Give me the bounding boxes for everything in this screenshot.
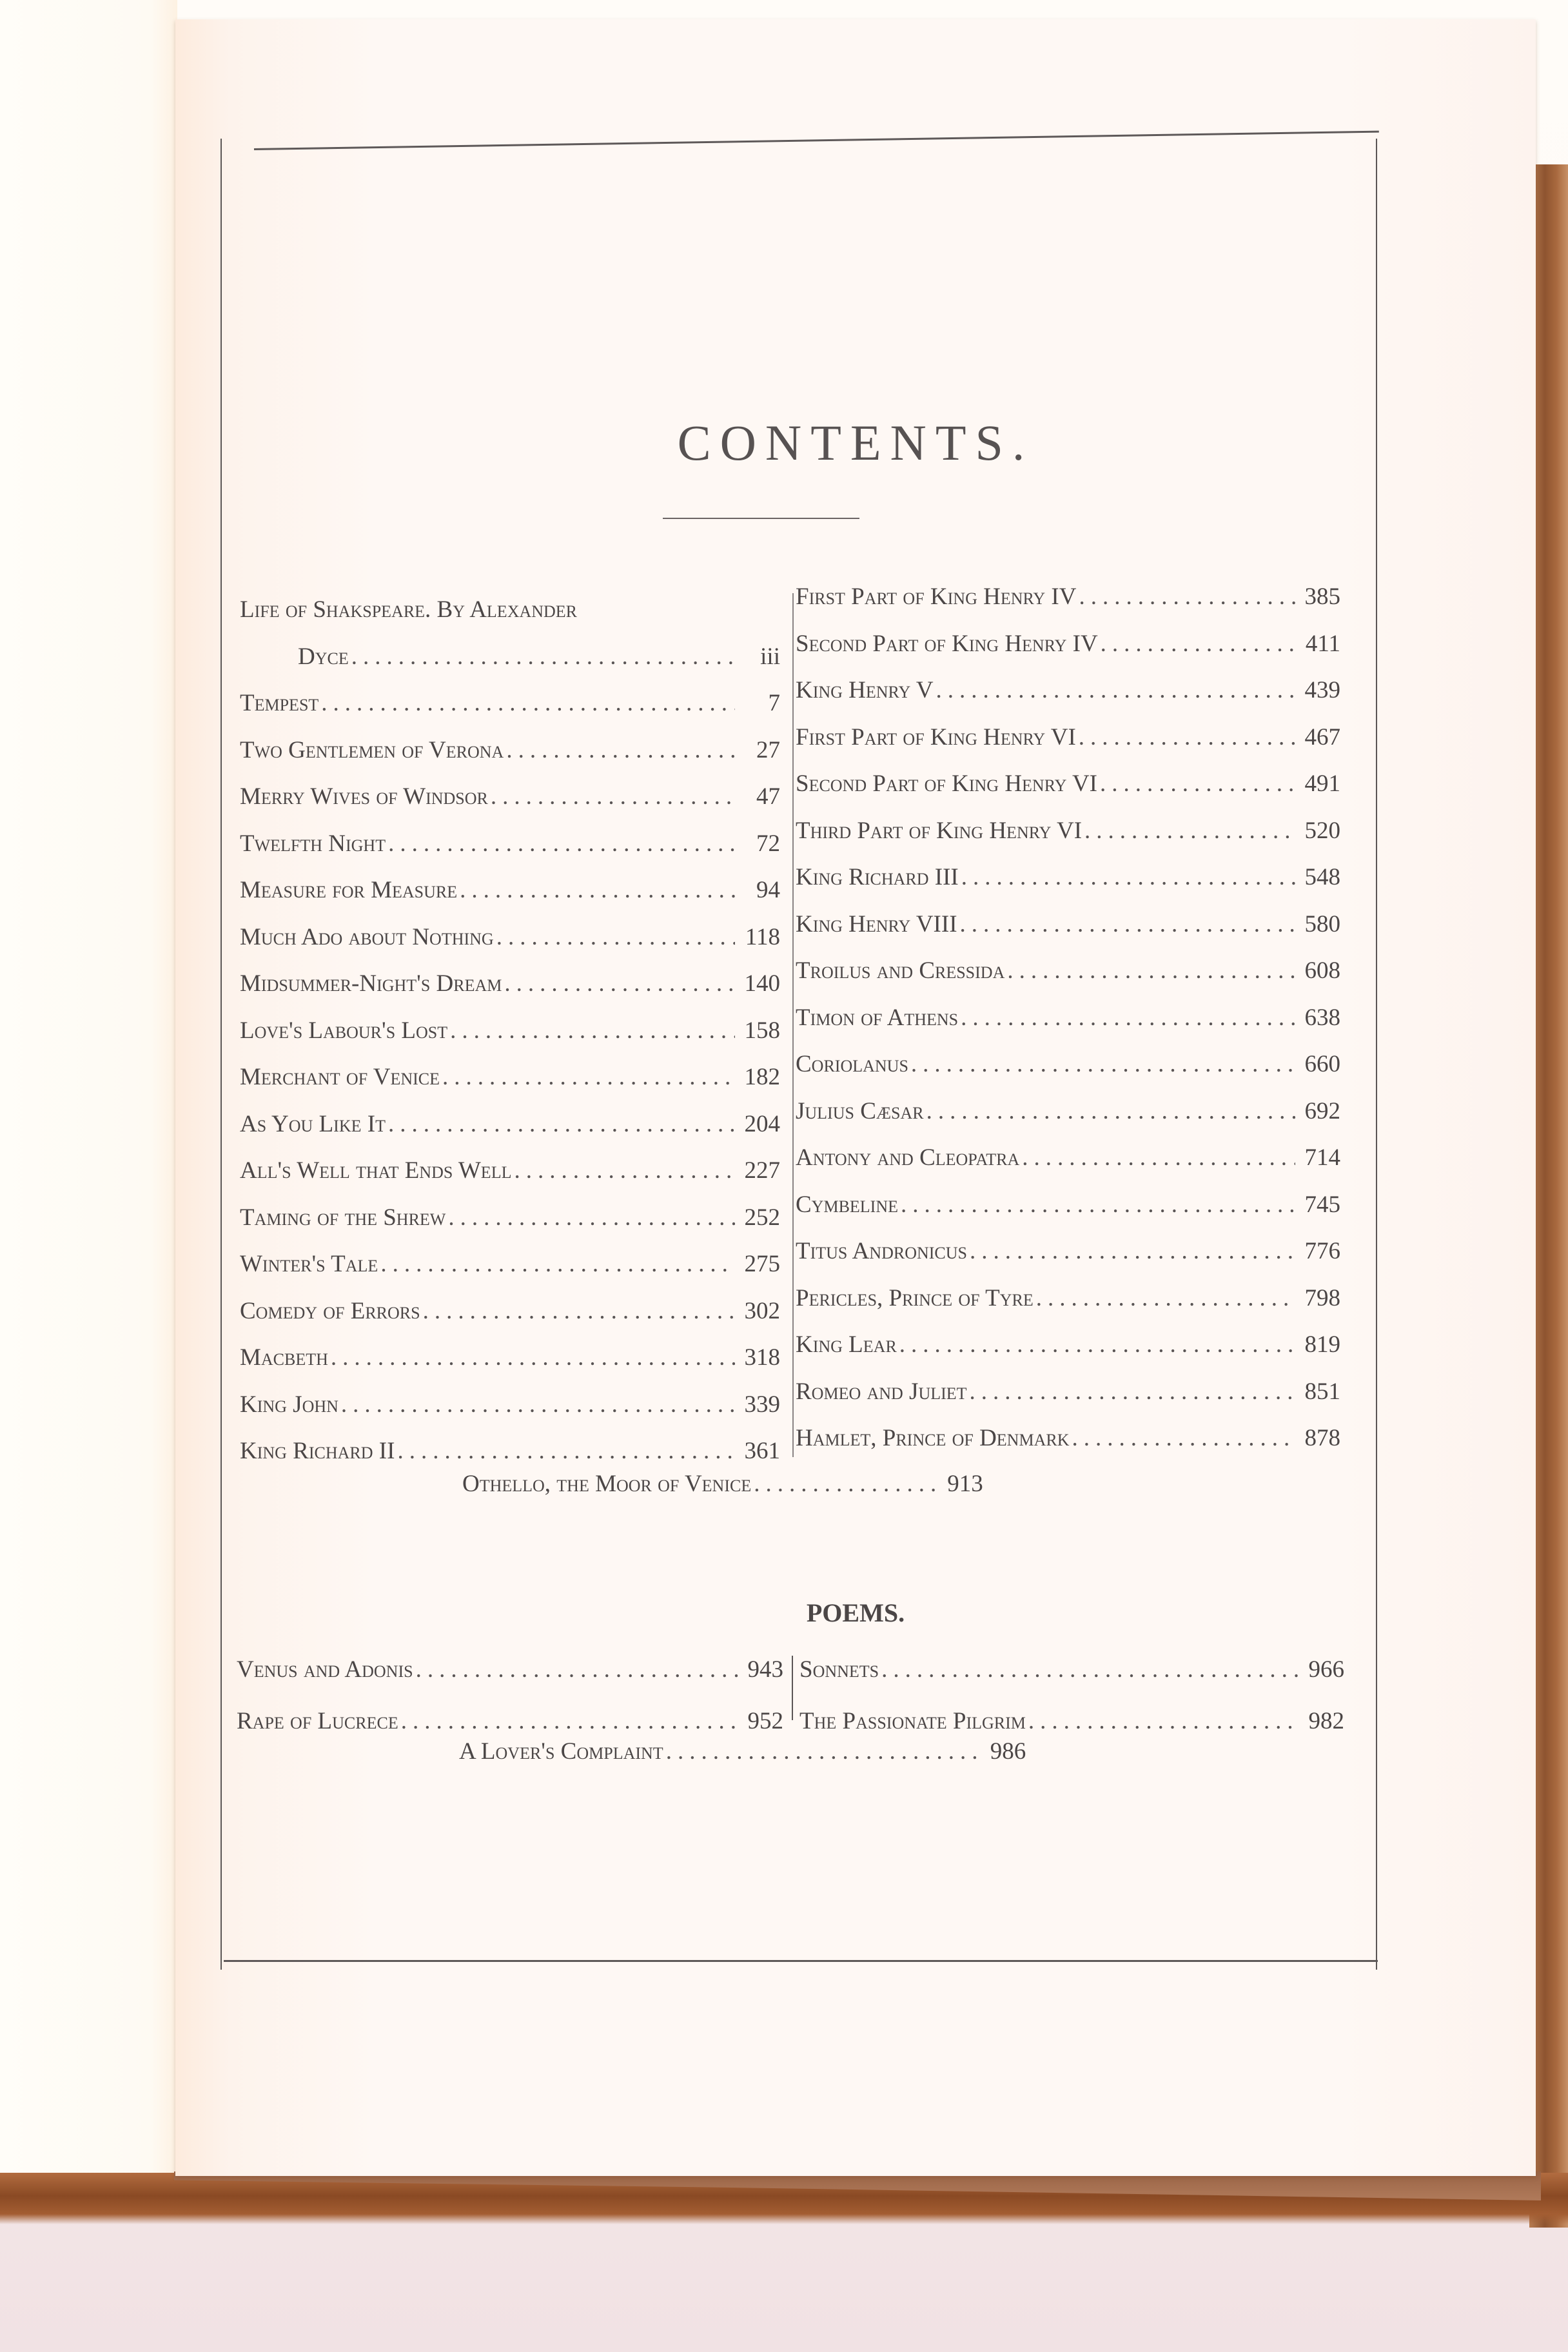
entry-title: Measure for Measure [240, 877, 458, 903]
entry-title: Life of Shakspeare. By Alexander [240, 596, 578, 623]
dot-leader [666, 1738, 979, 1765]
dot-leader [416, 1644, 738, 1696]
title-underline-rule [663, 518, 859, 519]
entry-title: Rape of Lucrece [237, 1708, 398, 1734]
entry-page-number: 878 [1304, 1425, 1340, 1451]
entry-title: A Lover's Complaint [459, 1738, 663, 1765]
toc-entry[interactable] [796, 574, 1340, 621]
entry-page-number: 943 [747, 1656, 783, 1683]
poems-section-heading: POEMS. [806, 1598, 905, 1628]
entry-page-number: 204 [744, 1110, 780, 1137]
toc-entry[interactable] [240, 1054, 780, 1101]
entry-title: King Lear [796, 1331, 897, 1358]
toc-entry[interactable] [240, 1008, 780, 1055]
entry-title: Twelfth Night [240, 830, 386, 857]
toc-entry[interactable] [240, 1241, 780, 1288]
entry-title: Love's Labour's Lost [240, 1017, 448, 1044]
dot-leader [1084, 808, 1295, 855]
entry-page-number: 47 [756, 783, 780, 810]
poems-right-column [799, 1644, 1344, 1747]
toc-entry[interactable] [796, 1182, 1340, 1229]
dot-leader [1101, 621, 1295, 668]
dot-leader [514, 1148, 735, 1195]
entry-page-number: 660 [1304, 1051, 1340, 1077]
entry-title: Second Part of King Henry IV [796, 630, 1098, 657]
entry-page-number: 252 [744, 1204, 780, 1231]
toc-entry[interactable] [240, 867, 780, 914]
dot-leader [388, 821, 735, 868]
entry-page-number: 580 [1304, 910, 1340, 937]
entry-page-number: 819 [1304, 1331, 1340, 1358]
toc-entry[interactable] [240, 587, 780, 634]
entry-page-number: 520 [1304, 817, 1340, 844]
page-content [175, 19, 1536, 2176]
entry-page-number: 692 [1304, 1097, 1340, 1124]
dot-leader [970, 1228, 1295, 1275]
entry-title: Merchant of Venice [240, 1064, 440, 1090]
entry-page-number: 491 [1304, 770, 1340, 797]
dot-leader [936, 667, 1295, 714]
toc-entry[interactable] [240, 1101, 780, 1148]
dot-leader [448, 1195, 735, 1242]
entry-title: King Richard III [796, 864, 959, 890]
toc-entry[interactable] [796, 1088, 1340, 1135]
toc-entry[interactable] [237, 1644, 783, 1696]
entry-title: Sonnets [799, 1656, 879, 1683]
entry-title: Troilus and Cressida [796, 957, 1005, 984]
entry-page-number: 798 [1304, 1284, 1340, 1311]
entry-title: Antony and Cleopatra [796, 1144, 1020, 1171]
toc-entry[interactable] [796, 1415, 1340, 1462]
entry-page-number: 339 [744, 1391, 780, 1418]
entry-title: As You Like It [240, 1110, 386, 1137]
dot-leader [442, 1054, 735, 1101]
entry-title: King John [240, 1391, 338, 1418]
toc-entry[interactable] [240, 1382, 780, 1429]
toc-entry-othello[interactable] [462, 1470, 1133, 1498]
toc-entry[interactable] [799, 1644, 1344, 1696]
dot-leader [926, 1088, 1295, 1135]
dot-leader [911, 1041, 1295, 1088]
plays-right-column [796, 574, 1340, 1462]
entry-title: Winter's Tale [240, 1251, 378, 1277]
dot-leader [397, 1428, 735, 1475]
entry-page-number: 318 [744, 1344, 780, 1371]
entry-title: Merry Wives of Windsor [240, 783, 488, 810]
dot-leader [1072, 1415, 1295, 1462]
toc-entry[interactable] [796, 995, 1340, 1042]
toc-entry[interactable] [240, 774, 780, 821]
entry-page-number: 227 [744, 1157, 780, 1184]
entry-title: Comedy of Errors [240, 1297, 420, 1324]
dot-leader [460, 867, 735, 914]
poems-left-column [237, 1644, 783, 1747]
dot-leader [899, 1322, 1295, 1369]
entry-page-number: 608 [1304, 957, 1340, 984]
entry-page-number: 986 [990, 1738, 1026, 1765]
entry-title: King Richard II [240, 1438, 395, 1464]
dot-leader [331, 1335, 735, 1382]
plays-left-column [240, 587, 780, 1475]
toc-entry[interactable] [796, 948, 1340, 995]
dot-leader [1007, 948, 1295, 995]
entry-title: Taming of the Shrew [240, 1204, 446, 1231]
entry-title: Second Part of King Henry VI [796, 770, 1097, 797]
dot-leader [1100, 761, 1295, 808]
dot-leader [388, 1101, 735, 1148]
entry-page-number: 94 [756, 877, 780, 903]
entry-title: Julius Cæsar [796, 1097, 924, 1124]
entry-title: Titus Andronicus [796, 1238, 967, 1264]
entry-title: Hamlet, Prince of Denmark [796, 1425, 1070, 1451]
dot-leader [506, 727, 735, 774]
toc-entry[interactable] [796, 808, 1340, 855]
entry-page-number: 411 [1305, 630, 1340, 657]
column-divider-rule [792, 593, 794, 1457]
toc-entry[interactable] [796, 1275, 1340, 1322]
entry-page-number: 158 [744, 1017, 780, 1044]
entry-page-number: 7 [768, 690, 780, 716]
dot-leader [423, 1288, 735, 1335]
entry-title: Pericles, Prince of Tyre [796, 1284, 1034, 1311]
toc-entry-lovers-complaint[interactable] [459, 1738, 1104, 1765]
entry-title: All's Well that Ends Well [240, 1157, 512, 1184]
dot-leader [1079, 714, 1295, 761]
toc-entry[interactable] [240, 1195, 780, 1242]
toc-entry[interactable] [240, 1335, 780, 1382]
entry-title: Othello, the Moor of Venice [462, 1471, 752, 1497]
entry-title: First Part of King Henry VI [796, 723, 1076, 750]
entry-page-number: 638 [1304, 1004, 1340, 1031]
entry-title: Timon of Athens [796, 1004, 959, 1031]
entry-title: Romeo and Juliet [796, 1378, 967, 1405]
entry-page-number: 182 [744, 1064, 780, 1090]
entry-page-number: 385 [1304, 583, 1340, 610]
toc-entry[interactable] [240, 1148, 780, 1195]
entry-page-number: 140 [744, 970, 780, 997]
toc-entry[interactable] [240, 1428, 780, 1475]
dot-leader [961, 854, 1295, 901]
entry-title: Midsummer-Night's Dream [240, 970, 502, 997]
toc-entry[interactable] [796, 901, 1340, 948]
entry-page-number: 966 [1308, 1656, 1344, 1683]
toc-entry[interactable] [240, 914, 780, 961]
toc-entry[interactable] [240, 727, 780, 774]
toc-entry[interactable] [796, 1322, 1340, 1369]
dot-leader [491, 774, 735, 821]
entry-page-number: 72 [756, 830, 780, 857]
dot-leader [881, 1644, 1299, 1696]
entry-page-number: 439 [1304, 677, 1340, 703]
entry-title: Much Ado about Nothing [240, 923, 494, 950]
entry-title: King Henry V [796, 677, 934, 703]
dot-leader [341, 1382, 735, 1429]
entry-title: Macbeth [240, 1344, 328, 1371]
entry-page-number: 982 [1308, 1708, 1344, 1734]
entry-page-number: 118 [745, 923, 780, 950]
dot-leader [754, 1470, 936, 1498]
dot-leader [961, 995, 1295, 1042]
dot-leader [504, 961, 735, 1008]
entry-page-number: 913 [947, 1471, 983, 1497]
entry-title: Tempest [240, 690, 319, 716]
entry-page-number: 952 [747, 1708, 783, 1734]
dot-leader [351, 634, 735, 681]
poems-column-divider [792, 1656, 793, 1720]
entry-title: The Passionate Pilgrim [799, 1708, 1026, 1734]
toc-entry[interactable] [796, 621, 1340, 668]
toc-entry[interactable] [796, 1228, 1340, 1275]
toc-entry[interactable] [796, 854, 1340, 901]
entry-page-number: 467 [1304, 723, 1340, 750]
toc-entry[interactable] [796, 1369, 1340, 1416]
entry-title: King Henry VIII [796, 910, 957, 937]
facing-page-edge [0, 0, 177, 2186]
toc-entry[interactable] [240, 634, 780, 681]
entry-title: Cymbeline [796, 1191, 898, 1218]
toc-entry[interactable] [240, 821, 780, 868]
entry-page-number: 548 [1304, 864, 1340, 890]
toc-entry[interactable] [240, 961, 780, 1008]
toc-entry[interactable] [240, 1288, 780, 1335]
entry-page-number: 275 [744, 1251, 780, 1277]
entry-title: Coriolanus [796, 1051, 908, 1077]
dot-leader [450, 1008, 735, 1055]
entry-page-number: 714 [1304, 1144, 1340, 1171]
entry-title: Third Part of King Henry VI [796, 817, 1083, 844]
entry-page-number: 27 [756, 736, 780, 763]
entry-page-number: 776 [1304, 1238, 1340, 1264]
entry-title: Dyce [298, 643, 349, 670]
entry-title: First Part of King Henry IV [796, 583, 1077, 610]
dot-leader [380, 1241, 735, 1288]
toc-entry[interactable] [796, 1041, 1340, 1088]
dot-leader [496, 914, 735, 961]
toc-entry[interactable] [796, 1135, 1340, 1182]
entry-page-number: 302 [744, 1297, 780, 1324]
entry-title: Two Gentlemen of Verona [240, 736, 504, 763]
entry-page-number: 361 [744, 1438, 780, 1464]
entry-page-number: 745 [1304, 1191, 1340, 1218]
entry-title: Venus and Adonis [237, 1656, 413, 1683]
dot-leader [1022, 1135, 1295, 1182]
entry-page-number: 851 [1304, 1378, 1340, 1405]
toc-entry[interactable] [796, 667, 1340, 714]
dot-leader [321, 680, 735, 727]
dot-leader [970, 1369, 1295, 1416]
dot-leader [901, 1182, 1295, 1229]
toc-entry[interactable] [240, 680, 780, 727]
dot-leader [960, 901, 1295, 948]
page-title: CONTENTS. [677, 415, 1034, 471]
toc-entry[interactable] [796, 714, 1340, 761]
dot-leader [1079, 574, 1295, 621]
entry-page-number: iii [760, 643, 780, 670]
contents-page [175, 19, 1536, 2176]
dot-leader [1036, 1275, 1295, 1322]
toc-entry[interactable] [796, 761, 1340, 808]
